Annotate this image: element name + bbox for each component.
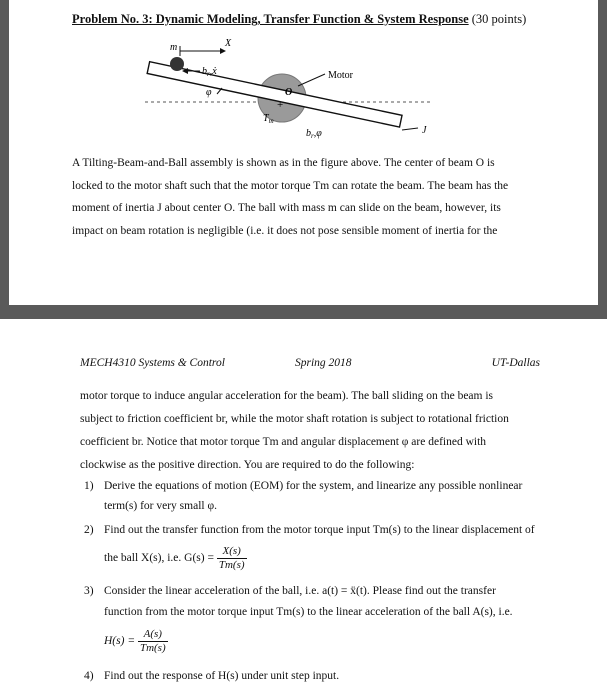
item-3-equation [104,628,168,655]
item-3-numerator: A(s) [138,628,168,642]
item-2-line-2 [104,545,247,572]
item-2-eq-prefix: the ball X(s), i.e. G(s) = [104,552,214,565]
term: Spring 2018 [295,357,352,369]
body-line-2: subject to friction coefficient br, while the motor shaft rotation is subject to rotational friction [80,413,509,425]
label-motor-friction: $b_r,\varphi$ [306,128,322,140]
body-line-1: motor torque to induce angular acceleration for the beam). The ball sliding on the beam is [80,390,494,402]
item-3-number: 3) [84,585,94,597]
center-plus: + [277,99,284,111]
label-ball-friction: $b_r,ẋ$ [202,66,217,78]
label-torque: $T_m$ [263,113,274,125]
item-1-line-1: Derive the equations of motion (EOM) for the system, and linearize any possible nonlinear [104,480,523,492]
para-line-3: moment of inertia J about center O. The ball with mass m can slide on the beam, however, its [72,202,501,214]
label-m: m [170,42,178,53]
item-4-number: 4) [84,670,94,682]
label-phi-left: φ [206,87,212,98]
label-center-o: O [285,87,293,98]
course-name: MECH4310 Systems & Control [80,357,225,369]
body-line-3: coefficient br. Notice that motor torque Tm and angular displacement φ are defined with [80,436,487,448]
para-line-4: impact on beam rotation is negligible (i.e. it does not pose sensible moment of inertia for the [72,224,498,237]
beam-ball-figure [140,38,440,148]
title-main: Problem No. 3: Dynamic Modeling, Transfer Function & System Response [72,12,469,26]
item-1-number: 1) [84,480,94,492]
problem-title [72,12,526,27]
item-3-fraction [138,628,168,655]
left-margin [0,0,9,305]
para-line-2: locked to the motor shaft such that the motor torque Tm can rotate the beam. The beam has the [72,179,509,192]
body-line-4: clockwise as the positive direction. You are required to do the following: [80,459,415,471]
intro-paragraph [72,152,552,242]
ball [170,57,184,71]
item-2-line-1: Find out the transfer function from the motor torque input Tm(s) to the linear displacement of [104,524,535,536]
label-inertia: J [422,125,427,136]
item-3-line-1: Consider the linear acceleration of the ball, i.e. a(t) = ẍ(t). Please find out the transfer [104,585,496,597]
label-motor: Motor [328,70,353,81]
item-3-line-2: function from the motor torque input Tm(s) to the linear acceleration of the ball A(s), i.e. [104,606,513,618]
item-3-denominator: Tm(s) [139,642,166,654]
item-2-number: 2) [84,524,94,536]
item-1-line-2: term(s) for very small φ. [104,500,217,512]
page-separator [0,305,607,319]
para-line-1: A Tilting-Beam-and-Ball assembly is shown as in the figure above. The center of beam O is [72,157,495,169]
item-2-numerator: X(s) [217,545,247,559]
label-x-axis: X [225,38,232,49]
item-4-line-1: Find out the response of H(s) under unit step input. [104,670,340,682]
school: UT-Dallas [491,357,540,369]
right-margin [598,0,607,305]
title-points: (30 points) [471,12,527,26]
item-3-eq-prefix: H(s) = [104,635,136,648]
item-2-denominator: Tm(s) [218,559,245,571]
page-bottom [0,319,607,700]
item-2-fraction [217,545,247,572]
